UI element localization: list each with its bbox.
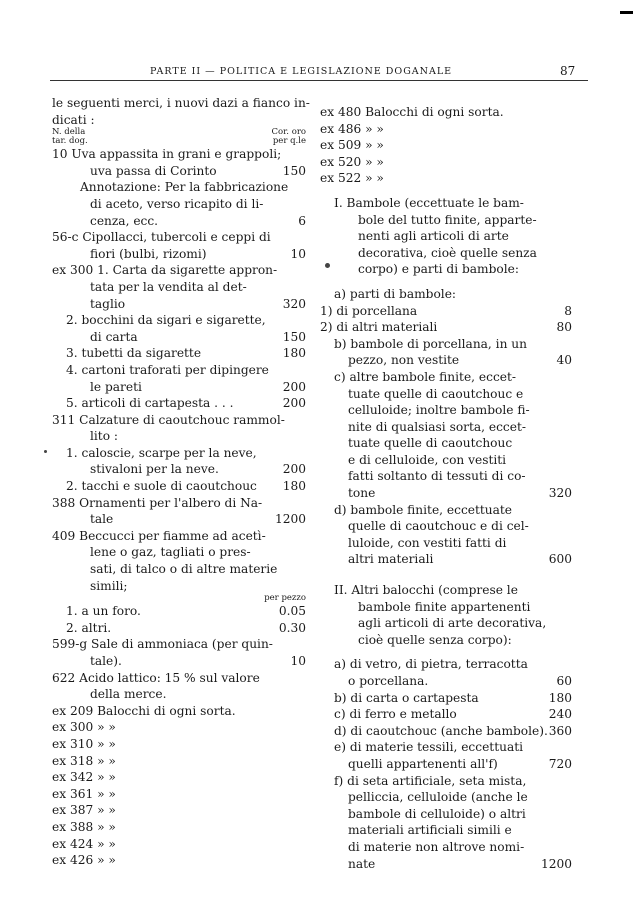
line-text: 1) di porcellana xyxy=(320,303,418,318)
duty-value: 180 xyxy=(282,346,306,361)
right-column-line xyxy=(320,599,572,616)
right-column-line xyxy=(320,468,572,485)
left-column-line xyxy=(52,836,306,853)
left-column-line xyxy=(52,594,306,603)
right-column-line xyxy=(320,419,572,436)
left-column-line xyxy=(52,112,306,129)
line-text: quelle di caoutchouc e di cel- xyxy=(348,519,529,534)
left-column-line xyxy=(52,379,306,396)
line-text: 599-g Sale di ammoniaca (per quin- xyxy=(52,637,273,652)
line-text: 5. articoli di cartapesta . . . xyxy=(66,396,234,411)
duty-value: 60 xyxy=(556,674,572,688)
line-text: bambole finite appartenenti xyxy=(358,599,531,614)
duty-value: 150 xyxy=(282,329,306,344)
line-text: ex 342 » » xyxy=(52,770,116,785)
line-text: bole del tutto finite, apparte- xyxy=(358,212,537,227)
right-column-line xyxy=(320,839,572,856)
left-column-line xyxy=(52,262,306,279)
right-column-line xyxy=(320,154,572,171)
left-column-line xyxy=(52,312,306,329)
line-text: ex 300 » » xyxy=(52,720,116,735)
left-column-line xyxy=(52,603,306,620)
duty-value: 200 xyxy=(282,396,306,411)
line-text: lito : xyxy=(90,429,119,444)
right-column-line xyxy=(320,386,572,403)
left-column-line xyxy=(52,561,306,578)
left-column-line xyxy=(52,686,306,703)
duty-value: 0.05 xyxy=(278,604,306,619)
line-text: di materie non altrove nomi- xyxy=(348,839,525,854)
left-column-line xyxy=(52,620,306,637)
right-column-line xyxy=(320,518,572,535)
right-column-line xyxy=(320,632,572,649)
duty-value: 240 xyxy=(548,707,572,722)
right-column-line xyxy=(320,170,572,187)
line-text: tale). xyxy=(90,654,122,668)
right-column-line xyxy=(320,435,572,452)
right-column-line xyxy=(320,582,572,599)
right-column-line xyxy=(320,286,572,303)
line-text: 2. altri. xyxy=(66,620,112,635)
line-text: b) bambole di porcellana, in un xyxy=(334,336,528,351)
line-text: tale xyxy=(90,512,114,527)
line-text: decorativa, cioè quelle senza xyxy=(358,245,537,260)
line-text: c) di ferro e metallo xyxy=(334,707,457,722)
right-column-line xyxy=(320,673,572,690)
line-text: cenza, ecc. xyxy=(90,213,159,228)
left-column-line xyxy=(52,819,306,836)
duty-value: Cor. oro xyxy=(271,127,306,138)
right-column-line xyxy=(320,756,572,773)
left-column-line xyxy=(52,163,306,180)
line-text: c) altre bambole finite, eccet- xyxy=(334,369,517,384)
duty-value: 0.30 xyxy=(278,620,306,635)
duty-value: 180 xyxy=(282,479,306,494)
duty-value: 320 xyxy=(282,296,306,311)
right-column-line xyxy=(320,336,572,353)
line-text: 311 Calzature di caoutchouc rammol- xyxy=(52,412,285,427)
line-text: dicati : xyxy=(52,112,95,127)
left-column-line xyxy=(52,196,306,213)
duty-value: 150 xyxy=(282,163,306,178)
line-text: altri materiali xyxy=(348,552,434,567)
line-text: pelliccia, celluloide (anche le xyxy=(348,790,528,805)
line-text: ex 310 » » xyxy=(52,736,116,751)
right-column-line xyxy=(320,212,572,229)
duty-value: 320 xyxy=(548,486,572,501)
left-column-line xyxy=(52,146,306,163)
line-text: ex 300 1. Carta da sigarette appron- xyxy=(52,263,278,278)
right-column-line xyxy=(320,137,572,154)
line-text: ex 388 » » xyxy=(52,819,116,834)
left-column-line xyxy=(52,852,306,869)
left-column-line xyxy=(52,719,306,736)
line-text: ex 209 Balocchi di ogni sorta. xyxy=(52,703,236,718)
right-column-line xyxy=(320,352,572,369)
left-column-line xyxy=(52,345,306,362)
line-text: fatti soltanto di tessuti di co- xyxy=(348,469,526,484)
line-text: quelli appartenenti all'f) xyxy=(348,756,498,771)
right-column-line xyxy=(320,452,572,469)
line-text: nate xyxy=(348,856,376,871)
line-text: della merce. xyxy=(90,687,167,702)
right-column-line xyxy=(320,806,572,823)
left-column-line xyxy=(52,578,306,595)
duty-value: 1200 xyxy=(540,856,572,871)
right-column-line xyxy=(320,789,572,806)
right-column-line xyxy=(320,656,572,673)
page-number: 87 xyxy=(560,64,576,78)
line-text: 3. tubetti da sigarette xyxy=(66,346,202,361)
line-text: 2. tacchi e suole di caoutchouc xyxy=(66,479,257,494)
right-column-line xyxy=(320,723,572,740)
right-column-line xyxy=(320,535,572,552)
right-column-line xyxy=(320,187,572,195)
left-column-line xyxy=(52,703,306,720)
line-text: agli articoli di arte decorativa, xyxy=(358,616,547,631)
line-text: lene o gaz, tagliati o pres- xyxy=(90,545,251,560)
left-column-line xyxy=(52,802,306,819)
duty-value: 10 xyxy=(290,246,306,261)
line-text: cioè quelle senza corpo): xyxy=(358,632,512,647)
left-column-line xyxy=(52,128,306,137)
line-text: d) bambole finite, eccettuate xyxy=(334,502,513,517)
line-text: e) di materie tessili, eccettuati xyxy=(334,740,524,755)
line-text: ex 361 » » xyxy=(52,786,116,801)
line-text: tone xyxy=(348,486,376,501)
line-text: 1. caloscie, scarpe per la neve, xyxy=(66,445,257,460)
right-column-line xyxy=(320,319,572,336)
line-text: tar. dog. xyxy=(52,136,88,147)
line-text: luloide, con vestiti fatti di xyxy=(348,535,507,550)
left-column-line xyxy=(52,753,306,770)
right-column-line xyxy=(320,121,572,138)
line-text: tuate quelle di caoutchouc xyxy=(348,436,513,451)
duty-value: 8 xyxy=(564,303,572,318)
line-text: o porcellana. xyxy=(348,674,429,688)
line-text: ex 520 » » xyxy=(320,154,384,169)
duty-value: per q.le xyxy=(272,136,306,147)
left-column-line xyxy=(52,296,306,313)
line-text: ex 522 » » xyxy=(320,171,384,186)
right-column-line xyxy=(320,648,572,656)
line-text: 388 Ornamenti per l'albero di Na- xyxy=(52,495,263,510)
line-text: taglio xyxy=(90,296,126,311)
duty-value: 6 xyxy=(298,213,306,228)
line-text: fiori (bulbi, rizomi) xyxy=(90,246,207,261)
line-text: a) di vetro, di pietra, terracotta xyxy=(334,657,528,672)
right-column-line xyxy=(320,739,572,756)
left-column-line xyxy=(52,670,306,687)
duty-value: 1200 xyxy=(274,512,306,527)
line-text: ex 426 » » xyxy=(52,853,116,868)
line-text: le seguenti merci, i nuovi dazi a fianco in- xyxy=(52,96,310,110)
line-text: tata per la vendita al det- xyxy=(90,279,247,294)
left-column-line xyxy=(52,137,306,146)
line-text: nenti agli articoli di arte xyxy=(358,229,509,244)
left-column-line xyxy=(52,229,306,246)
duty-value: 360 xyxy=(548,723,572,738)
duty-value: 720 xyxy=(548,756,572,771)
right-column-line xyxy=(320,303,572,320)
right-column-line xyxy=(320,278,572,286)
left-column-line xyxy=(52,445,306,462)
line-text: ex 387 » » xyxy=(52,803,116,818)
right-column-line xyxy=(320,822,572,839)
duty-value: 180 xyxy=(548,690,572,705)
right-column-line xyxy=(320,690,572,707)
left-column-line xyxy=(52,279,306,296)
right-column-line xyxy=(320,568,572,582)
line-text: 1. a un foro. xyxy=(66,604,141,619)
left-column-line xyxy=(52,461,306,478)
left-column-line xyxy=(52,412,306,429)
line-text: 622 Acido lattico: 15 % sul valore xyxy=(52,670,260,685)
right-column-line xyxy=(320,369,572,386)
left-column-line xyxy=(52,511,306,528)
scan-edge-mark xyxy=(620,11,633,14)
left-column-line xyxy=(52,246,306,263)
left-column-line xyxy=(52,179,306,196)
duty-value: 200 xyxy=(282,462,306,477)
line-text: d) di caoutchouc (anche bambole). xyxy=(334,723,548,738)
line-text: nite di qualsiasi sorta, eccet- xyxy=(348,419,526,434)
left-column-line xyxy=(52,636,306,653)
line-text: 56-c Cipollacci, tubercoli e ceppi di xyxy=(52,230,271,245)
line-text: di aceto, verso ricapito di li- xyxy=(90,196,264,211)
line-text: uva passa di Corinto xyxy=(90,163,217,178)
line-text: 4. cartoni traforati per dipingere xyxy=(66,362,269,377)
line-text: ex 509 » » xyxy=(320,138,384,153)
right-column-line xyxy=(320,245,572,262)
line-text: N. della xyxy=(52,127,86,138)
left-column-line xyxy=(52,395,306,412)
line-text: pezzo, non vestite xyxy=(348,353,460,368)
left-column-line xyxy=(52,786,306,803)
line-text: di carta xyxy=(90,329,138,344)
line-text: I. Bambole (eccettuate le bam- xyxy=(334,195,524,210)
line-text: ex 318 » » xyxy=(52,753,116,768)
line-text: sati, di talco o di altre materie xyxy=(90,562,278,577)
duty-value: 40 xyxy=(556,353,572,368)
line-text: ex 486 » » xyxy=(320,121,384,136)
line-text: 2. bocchini da sigari e sigarette, xyxy=(66,313,266,328)
line-text: celluloide; inoltre bambole fi- xyxy=(348,403,530,418)
line-text: Annotazione: Per la fabbricazione xyxy=(80,180,289,195)
line-text: ex 424 » » xyxy=(52,836,116,851)
duty-value: per pezzo xyxy=(264,593,306,604)
line-text: b) di carta o cartapesta xyxy=(334,690,479,705)
duty-value: 600 xyxy=(548,552,572,567)
line-text: bambole di celluloide) o altri xyxy=(348,806,526,821)
line-text: simili; xyxy=(90,578,128,593)
right-column-line xyxy=(320,706,572,723)
right-column-line xyxy=(320,104,572,121)
left-column-line xyxy=(52,653,306,670)
line-text: e di celluloide, con vestiti xyxy=(348,452,507,467)
line-text: materiali artificiali simili e xyxy=(348,823,512,838)
left-column xyxy=(52,95,310,869)
right-column-line xyxy=(320,856,572,873)
line-text: 2) di altri materiali xyxy=(320,320,438,335)
right-column-line xyxy=(320,773,572,790)
right-column-line xyxy=(320,485,572,502)
line-text: ex 480 Balocchi di ogni sorta. xyxy=(320,105,504,119)
left-column-line xyxy=(52,544,306,561)
duty-value: 80 xyxy=(556,320,572,335)
left-column-line xyxy=(52,428,306,445)
left-column-line xyxy=(52,213,306,230)
line-text: II. Altri balocchi (comprese le xyxy=(334,583,518,598)
header-rule xyxy=(50,80,588,81)
running-header: PARTE II — POLITICA E LEGISLAZIONE DOGANALE xyxy=(150,66,453,77)
right-column-line xyxy=(320,402,572,419)
left-column-line xyxy=(52,478,306,495)
right-column-line xyxy=(320,615,572,632)
left-column-line xyxy=(52,528,306,545)
left-column-line xyxy=(52,95,310,112)
line-text: a) parti di bambole: xyxy=(334,286,457,301)
right-column-line xyxy=(320,195,572,212)
line-text: tuate quelle di caoutchouc e xyxy=(348,386,524,401)
right-column-line xyxy=(320,228,572,245)
ink-speck xyxy=(44,450,47,453)
duty-value: 10 xyxy=(290,654,306,668)
line-text: stivaloni per la neve. xyxy=(90,462,219,477)
left-column-line xyxy=(52,736,306,753)
left-column-line xyxy=(52,495,306,512)
right-column-line xyxy=(320,502,572,519)
ink-speck xyxy=(325,263,330,268)
left-column-line xyxy=(52,329,306,346)
right-column xyxy=(320,104,572,872)
line-text: le pareti xyxy=(90,379,142,394)
left-column-line xyxy=(52,362,306,379)
line-text: corpo) e parti di bambole: xyxy=(358,262,519,277)
line-text: 409 Beccucci per fiamme ad acetì- xyxy=(52,528,266,543)
line-text: 10 Uva appassita in grani e grappoli; xyxy=(52,147,282,162)
left-column-line xyxy=(52,769,306,786)
right-column-line xyxy=(320,551,572,568)
right-column-line xyxy=(320,261,572,278)
line-text: f) di seta artificiale, seta mista, xyxy=(334,773,527,788)
duty-value: 200 xyxy=(282,379,306,394)
